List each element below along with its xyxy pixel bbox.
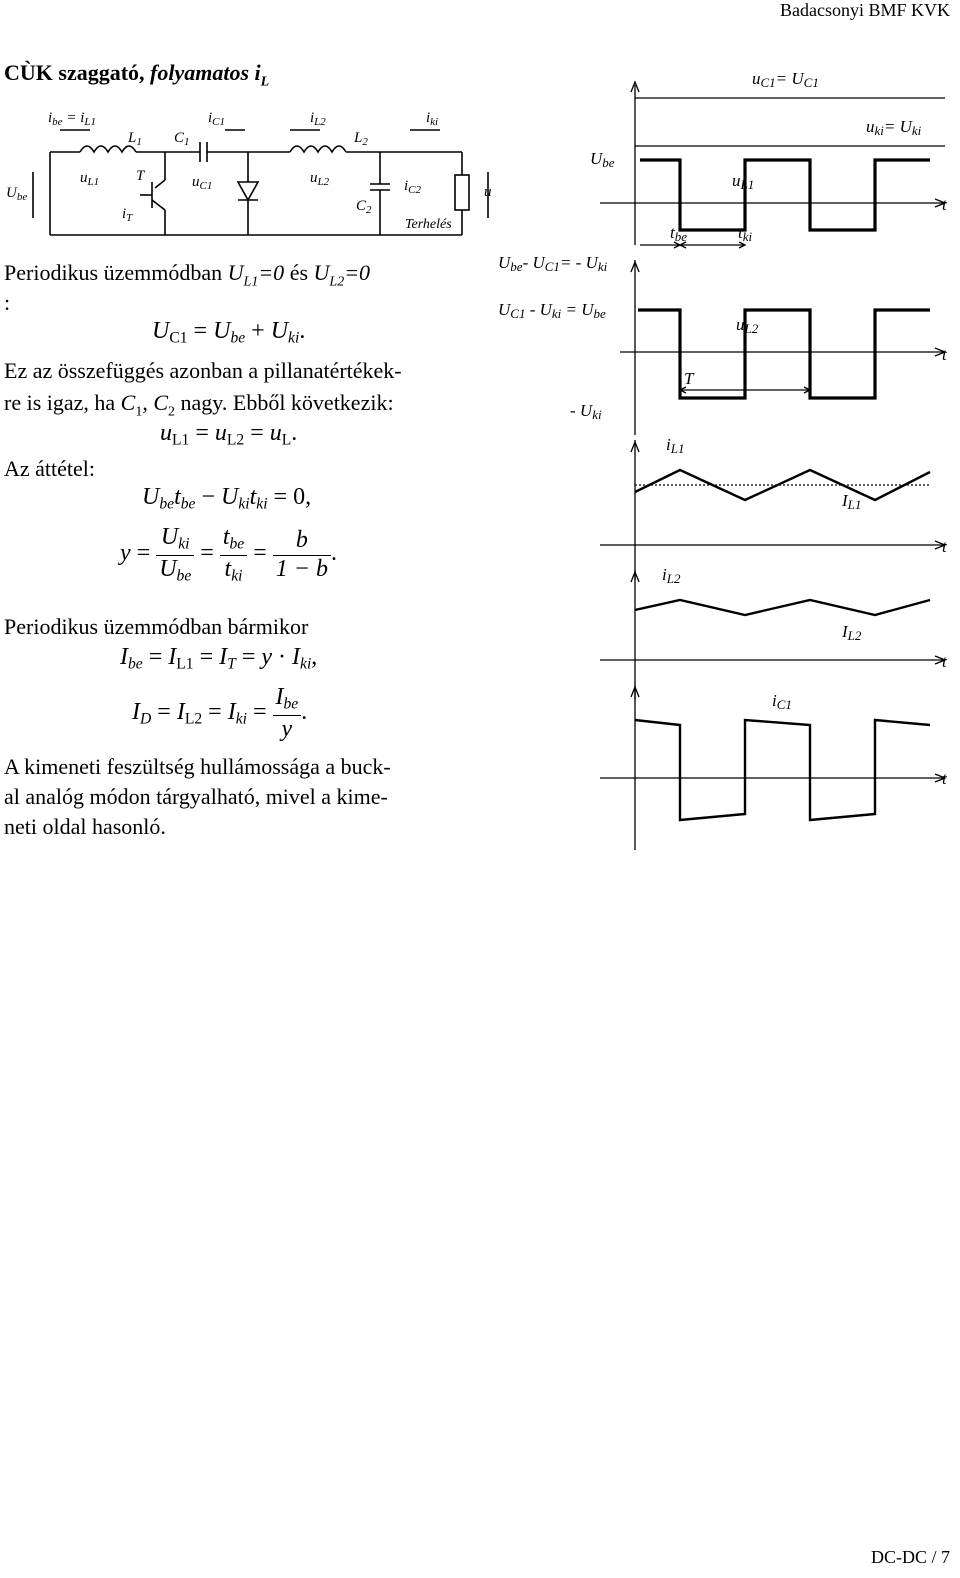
paragraph-ratio: Az áttétel: [4,456,96,481]
circuit-label-C1: $C_1$ [174,130,190,148]
title-italic: folyamatos i [150,60,261,85]
paragraph-ripple-line2: al analóg módon tárgyalható, mivel a kime- [4,784,388,809]
waveform-uL1 [640,160,930,230]
circuit-label-load: Terhelés [405,217,452,232]
circuit-label-iL2: $i_{L2}$ [310,110,326,128]
inductor-L1 [80,146,136,152]
wave-label-t4: t [942,652,947,671]
waveform-diagram [490,60,960,860]
circuit-label-ibe: $i_{be} = i_{L1}$ [48,110,96,128]
circuit-label-uC1: $u_{C1}$ [192,174,213,192]
equation-volt-seconds: $U_{be}t_{be} - U_{ki}t_{ki} = 0$, [142,484,312,513]
circuit-label-uL2: $u_{L2}$ [310,170,330,188]
circuit-label-T: T [136,168,145,184]
inductor-L2 [290,146,346,152]
waveform-iC1 [635,720,930,820]
wave-label-level1: Ube- UC1= - Uki [498,253,608,274]
circuit-label-iT: $i_T$ [122,206,133,224]
wave-label-uL1: uL1 [732,171,755,192]
wave-label-level2: UC1 - Uki = Ube [498,300,606,321]
page-title [4,60,269,90]
title-main: CÙK szaggató, [4,60,151,85]
paragraph-ripple-line3: neti oldal hasonló. [4,814,166,839]
wave-label-negUki: - Uki [570,401,602,422]
paragraph-periodic-mode: Periodikus üzemmódban $U_{L1}=0$ és $U_{L2}=0$ [4,260,371,290]
wave-label-IL2: IL2 [842,622,862,643]
equation-ul: $u_{L1} = u_{L2} = u_L$. [160,420,298,449]
page-number: DC-DC / 7 [870,1547,950,1567]
wave-label-uL2: uL2 [736,315,759,336]
circuit-label-iki: $i_{ki}$ [426,110,439,128]
wave-label-IL1: IL1 [842,491,862,512]
wave-label-tbe: tbe [670,223,688,244]
paragraph-instant-values-line2: re is igaz, ha $C_1$, $C_2$ nagy. Ebből következik: [4,390,394,420]
circuit-label-uki: u [484,184,492,200]
wave-label-uki: uki= Uki [866,117,922,138]
cuk-circuit-diagram [0,100,500,240]
wave-label-Ube: Ube [590,149,615,170]
waveform-uL2 [638,310,930,398]
institution-header: Badacsonyi BMF KVK [780,0,950,20]
wave-label-T: T [684,369,694,388]
equation-uc1: $U_{C1} = U_{be} + U_{ki}$. [152,318,306,347]
paragraph-anytime: Periodikus üzemmódban bármikor [4,614,309,639]
circuit-label-C2: $C_2$ [356,198,372,216]
circuit-label-Ube: $U_{be}$ [6,185,28,203]
circuit-label-uL1: $u_{L1}$ [80,170,100,188]
circuit-label-L1: $L_1$ [128,130,142,148]
wave-label-uC1: uC1= UC1 [752,69,819,90]
wave-label-t2: t [942,345,947,364]
wave-label-t3: t [942,537,947,556]
paragraph-ripple-line1: A kimeneti feszültség hullámossága a buck- [4,754,391,779]
equation-currents-input: $I_{be} = I_{L1} = I_T = y \cdot I_{ki}$, [120,644,318,673]
title-sub: L [260,74,270,90]
paragraph-colon: : [4,290,11,315]
wave-label-t1: t [942,195,947,214]
paragraph-instant-values-line1: Ez az összefüggés azonban a pillanatértékek- [4,358,402,383]
waveform-iL2 [635,600,930,615]
equation-currents-output: $I_D = I_{L2} = I_{ki}$ = $\frac{I_{be}}{y}$ . [132,684,308,742]
equation-ratio-y: y = $\frac{U_{ki}}{U_{be}}$ = $\frac{t_{be}}{t_{ki}}$ = $\frac{b}{1 - b}$ . [120,524,337,585]
wave-label-iL2: iL2 [662,565,681,586]
circuit-label-L2: $L_2$ [354,130,368,148]
wave-label-iL1: iL1 [666,435,685,456]
wave-label-t5: t [942,769,947,788]
circuit-label-iC1: $i_{C1}$ [208,110,226,128]
wave-label-iC1: iC1 [772,691,792,712]
wave-label-tki: tki [738,223,753,244]
circuit-label-iC2: $i_{C2}$ [404,178,422,196]
